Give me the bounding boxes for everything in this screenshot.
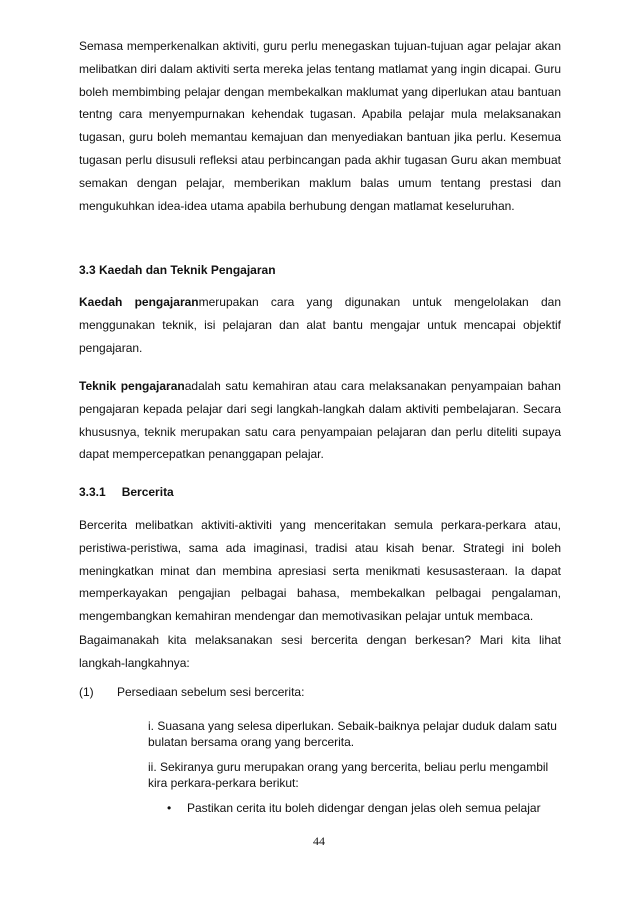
term-teknik-pengajaran: Teknik pengajaran: [79, 379, 185, 393]
paragraph-kaedah-pengajaran: [79, 291, 561, 359]
bullet-text: Pastikan cerita itu boleh didengar dengan jelas oleh semua pelajar: [187, 801, 541, 815]
section-title: Bercerita: [121, 485, 174, 499]
term-kaedah-pengajaran: Kaedah pengajaran: [79, 295, 199, 309]
section-number: 3.3.1: [79, 485, 106, 499]
paragraph-intro-activity: Semasa memperkenalkan aktiviti, guru perlu menegaskan tujuan-tujuan agar pelajar akan melibatkan diri dalam aktiviti serta mereka jelas tentang matlamat yang ingin dicapai. Guru boleh membimbing pelajar dengan membekalkan maklumat yang diperlukan atau bantuan tentng cara menyempurnakan kehendak tugasan. Apabila pelajar mula melaksanakan tugasan, guru boleh memantau kemajuan dan menyediakan bantuan jika perlu. Kesemua tugasan perlu disusuli refleksi atau perbincangan pada akhir tugasan Guru akan membuat semakan dengan pelajar, memberikan maklum balas umum tentang prestasi dan mengukuhkan idea-idea utama apabila berhubung dengan matlamat keseluruhan.: [79, 39, 561, 213]
page-number: 44: [313, 834, 325, 848]
paragraph-langkah: Bagaimanakah kita melaksanakan sesi bercerita dengan berkesan? Mari kita lihat langkah-langkahnya:: [79, 633, 561, 670]
paragraph-bercerita: Bercerita melibatkan aktiviti-aktiviti yang menceritakan semula perkara-perkara atau, peristiwa-peristiwa, sama ada imaginasi, tradisi atau kisah benar. Strategi ini boleh meningkatkan minat dan membina apresiasi serta menikmati kesusasteraan. Ia dapat memperkayakan pengajian pelbagai bahasa, membekalkan pelbagai pengalaman, mengembangkan kemahiran mendengar dan memotivasikan pelajar untuk membaca.: [79, 518, 561, 624]
paragraph-teknik-pengajaran: [79, 375, 561, 466]
section-heading-3-3: 3.3 Kaedah dan Teknik Pengajaran: [79, 263, 276, 277]
definition-kaedah: merupakan cara yang digunakan untuk mengelolakan dan menggunakan teknik, isi pelajaran dan alat bantu mengajar untuk mencapai objektif pengajaran.: [79, 295, 561, 355]
definition-teknik: adalah satu kemahiran atau cara melaksanakan penyampaian bahan pengajaran kepada pelajar dari segi langkah-langkah dalam aktiviti pembelajaran. Secara khususnya, teknik merupakan satu cara penyampaian pelajaran dan perlu diteliti supaya dapat mempercepatkan penanggapan pelajar.: [79, 379, 561, 462]
list-number: (1): [79, 685, 94, 699]
bullet-icon: •: [167, 801, 172, 815]
list-item-text: Persediaan sebelum sesi bercerita:: [117, 685, 305, 699]
sub-item-ii: ii. Sekiranya guru merupakan orang yang bercerita, beliau perlu mengambil kira perkara-perkara berikut:: [148, 760, 549, 790]
sub-item-i: i. Suasana yang selesa diperlukan. Sebaik-baiknya pelajar duduk dalam satu bulatan bersama orang yang bercerita.: [148, 719, 557, 749]
section-heading-3-3-1: [79, 485, 174, 499]
